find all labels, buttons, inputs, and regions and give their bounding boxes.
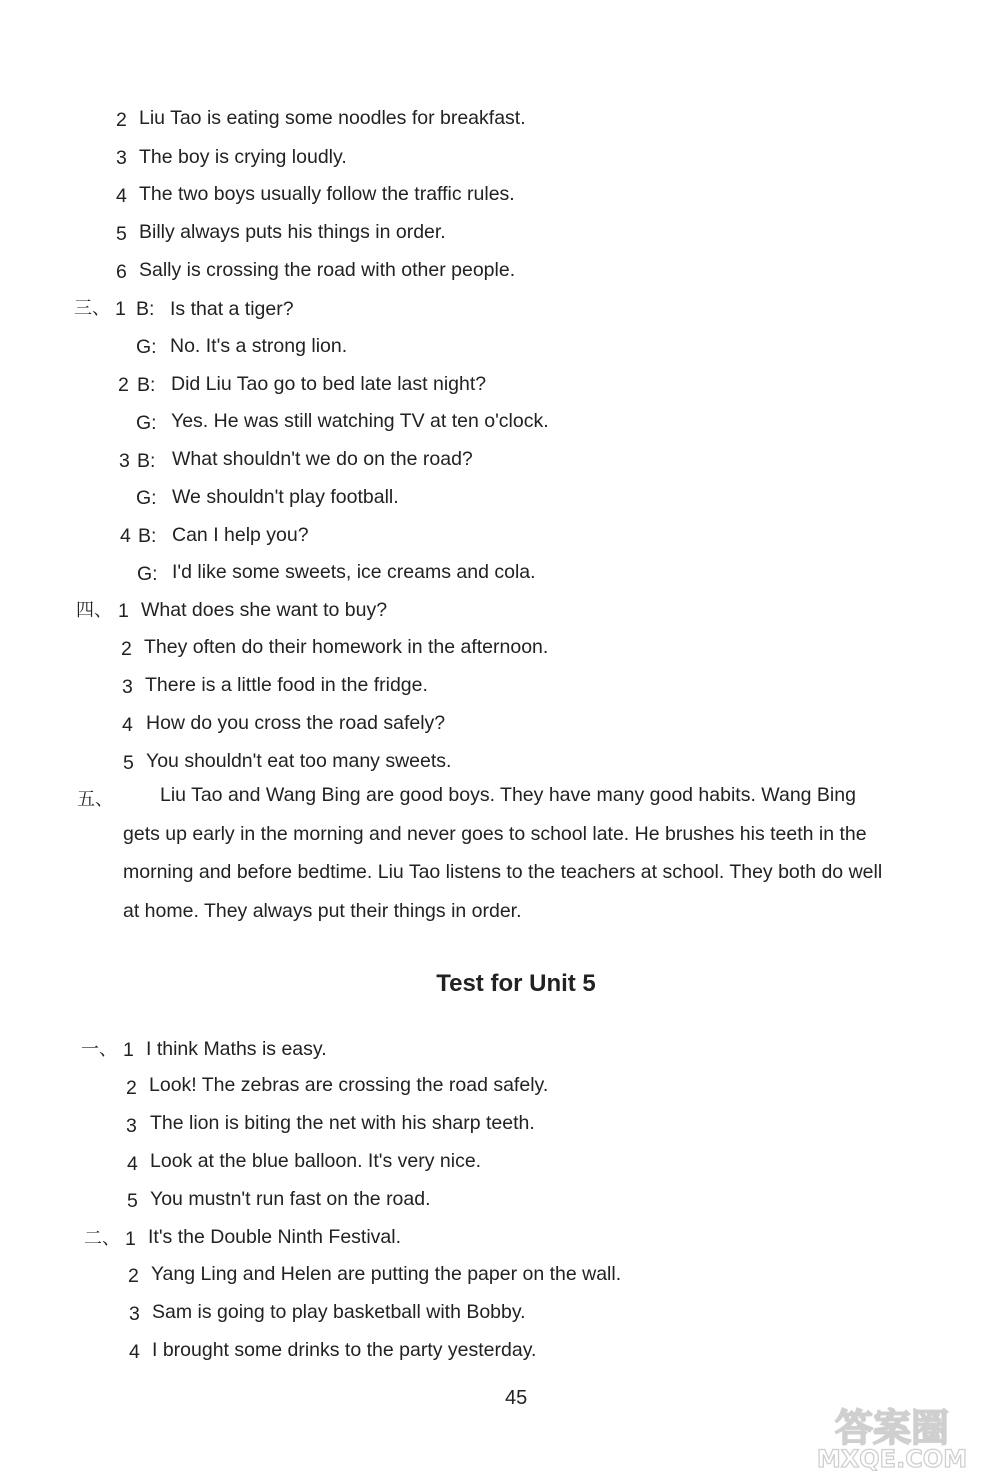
item-text: Look! The zebras are crossing the road safely. — [149, 1074, 549, 1096]
item-text: It's the Double Ninth Festival. — [148, 1226, 402, 1248]
item-text: Liu Tao is eating some noodles for breakfast. — [139, 107, 526, 129]
item-number: 4 — [122, 714, 133, 736]
item-number: 5 — [127, 1190, 138, 1212]
dialogue-text: What shouldn't we do on the road? — [172, 448, 473, 470]
item-text: The two boys usually follow the traffic rules. — [139, 183, 515, 205]
item-number: 3 — [122, 676, 133, 698]
dialogue-text: Is that a tiger? — [170, 298, 294, 320]
dialogue-number: 3 — [119, 450, 130, 472]
item-text: Yang Ling and Helen are putting the paper on the wall. — [151, 1263, 622, 1285]
speaker-label: B: — [138, 525, 157, 547]
item-text: How do you cross the road safely? — [146, 712, 446, 734]
item-number: 2 — [121, 638, 132, 660]
watermark-logo — [790, 1405, 995, 1471]
item-text: You mustn't run fast on the road. — [150, 1188, 431, 1210]
item-number: 5 — [123, 752, 134, 774]
section-label: 一、 — [81, 1039, 117, 1060]
dialogue-text: Did Liu Tao go to bed late last night? — [171, 373, 487, 395]
item-number: 6 — [116, 261, 127, 283]
item-text: The boy is crying loudly. — [139, 146, 347, 168]
speaker-label: B: — [137, 450, 156, 472]
item-number: 1 — [125, 1228, 136, 1250]
section-label: 三、 — [74, 298, 110, 319]
svg-text:答案圈: 答案圈 — [834, 1406, 950, 1450]
item-text: They often do their homework in the afternoon. — [144, 636, 549, 658]
item-number: 2 — [128, 1265, 139, 1287]
dialogue-text: No. It's a strong lion. — [170, 335, 348, 357]
speaker-label: G: — [136, 487, 157, 509]
item-number: 1 — [118, 600, 129, 622]
item-number: 5 — [116, 223, 127, 245]
section-label: 二、 — [84, 1228, 120, 1249]
passage-line: morning and before bedtime. Liu Tao listens to the teachers at school. They both do well — [123, 861, 883, 883]
item-text: I think Maths is easy. — [146, 1038, 327, 1060]
dialogue-text: Yes. He was still watching TV at ten o'clock. — [171, 410, 549, 432]
speaker-label: B: — [137, 374, 156, 396]
section-label: 五、 — [77, 789, 113, 810]
item-text: You shouldn't eat too many sweets. — [146, 750, 452, 772]
dialogue-text: We shouldn't play football. — [172, 486, 399, 508]
item-number: 2 — [126, 1077, 137, 1099]
item-number: 1 — [123, 1039, 134, 1061]
dialogue-number: 1 — [115, 298, 126, 320]
item-text: There is a little food in the fridge. — [145, 674, 428, 696]
passage-line: gets up early in the morning and never goes to school late. He brushes his teeth in the — [123, 822, 867, 845]
unit-title: Test for Unit 5 — [436, 970, 596, 997]
item-number: 4 — [127, 1153, 138, 1175]
item-text: The lion is biting the net with his sharp teeth. — [150, 1112, 535, 1134]
item-number: 4 — [116, 185, 127, 207]
speaker-label: B: — [136, 298, 155, 320]
item-text: Look at the blue balloon. It's very nice. — [150, 1150, 482, 1172]
item-number: 3 — [129, 1303, 140, 1325]
item-text: I brought some drinks to the party yesterday. — [152, 1339, 537, 1361]
item-text: What does she want to buy? — [141, 599, 388, 621]
item-number: 2 — [116, 109, 127, 131]
item-text: Sam is going to play basketball with Bobby. — [152, 1301, 526, 1323]
page-number: 45 — [505, 1387, 528, 1409]
passage-line: Liu Tao and Wang Bing are good boys. They have many good habits. Wang Bing — [160, 784, 856, 806]
speaker-label: G: — [137, 563, 158, 585]
item-text: Billy always puts his things in order. — [139, 221, 446, 243]
item-text: Sally is crossing the road with other people. — [139, 259, 516, 281]
svg-text:MXQE.COM: MXQE.COM — [816, 1445, 968, 1471]
dialogue-number: 2 — [118, 374, 129, 396]
section-label: 四、 — [76, 600, 112, 621]
speaker-label: G: — [136, 412, 157, 434]
item-number: 3 — [116, 147, 127, 169]
passage — [123, 776, 882, 930]
dialogue-text: Can I help you? — [172, 524, 309, 546]
passage-line: at home. They always put their things in order. — [123, 899, 522, 922]
speaker-label: G: — [136, 336, 157, 358]
dialogue-text: I'd like some sweets, ice creams and cola. — [172, 561, 536, 583]
dialogue-number: 4 — [120, 525, 131, 547]
item-number: 4 — [129, 1341, 140, 1363]
item-number: 3 — [126, 1115, 137, 1137]
